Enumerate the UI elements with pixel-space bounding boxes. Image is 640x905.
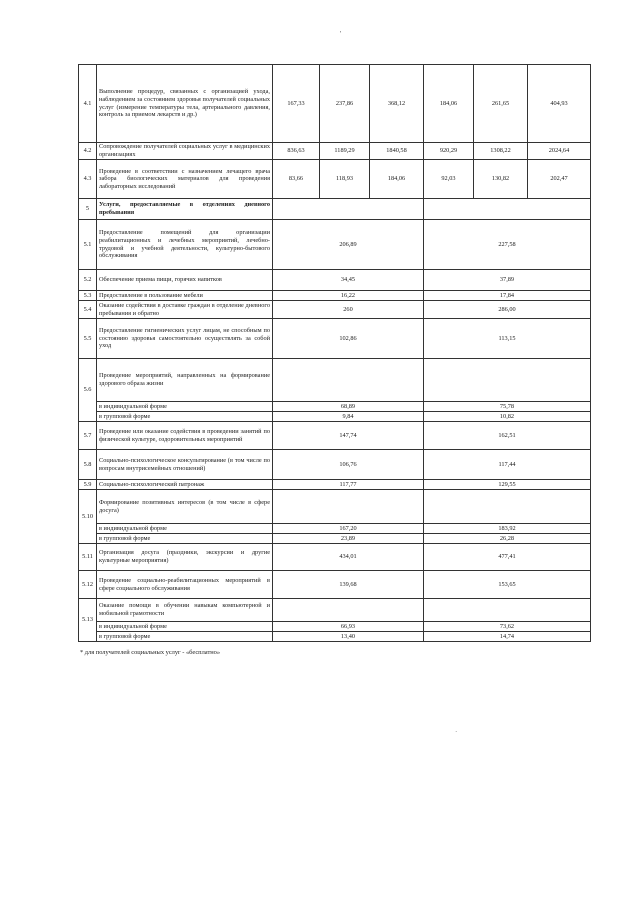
row-number: 5.13 (79, 599, 97, 642)
row-number: 5.1 (79, 220, 97, 270)
tariff-value: 17,84 (424, 291, 591, 301)
row-number: 5.4 (79, 301, 97, 319)
table-subrow (79, 524, 591, 534)
row-number: 5 (79, 199, 97, 220)
tariff-value: 153,65 (424, 571, 591, 599)
tariff-value: 113,15 (424, 319, 591, 359)
page-tick-mark: · (455, 728, 458, 736)
table-subrow (79, 632, 591, 642)
tariff-value: 1308,22 (474, 143, 528, 160)
service-description: Социально-психологическое консультирование (в том числе по вопросам внутрисемейных отношений) (97, 450, 273, 480)
row-number: 5.7 (79, 422, 97, 450)
tariff-value: 261,65 (474, 65, 528, 143)
table-row (79, 422, 591, 450)
table-subrow (79, 622, 591, 632)
table-subrow (79, 402, 591, 412)
tariff-value-empty (424, 199, 591, 220)
table-row (79, 220, 591, 270)
table-row (79, 480, 591, 490)
tariff-value: 920,29 (424, 143, 474, 160)
tariff-value: 23,89 (273, 534, 424, 544)
table-row (79, 450, 591, 480)
tariff-value-empty (273, 490, 424, 524)
table-row (79, 571, 591, 599)
tariff-value: 206,89 (273, 220, 424, 270)
service-description: Предоставление гигиенических услуг лицам, не способным по состоянию здоровья самостоятельно осуществлять за собой уход (97, 319, 273, 359)
tariff-value: 1189,29 (320, 143, 370, 160)
tariff-value: 68,89 (273, 402, 424, 412)
service-description: Формирование позитивных интересов (в том числе в сфере досуга) (97, 490, 273, 524)
tariff-value: 1840,58 (370, 143, 424, 160)
footnote: * для получателей социальных услуг - «бесплатно» (80, 649, 221, 656)
tariff-value: 117,44 (424, 450, 591, 480)
tariff-value: 73,62 (424, 622, 591, 632)
service-description: Обеспечение приема пищи, горячих напитков (97, 270, 273, 291)
subrow-label: в индивидуальной форме (97, 402, 273, 412)
tariff-value: 183,92 (424, 524, 591, 534)
table-subrow (79, 534, 591, 544)
table-row (79, 490, 591, 524)
tariff-value: 2024,64 (528, 143, 591, 160)
table-row (79, 599, 591, 622)
tariff-value: 162,51 (424, 422, 591, 450)
row-number: 5.6 (79, 359, 97, 422)
tariff-value-empty (424, 599, 591, 622)
row-number: 5.10 (79, 490, 97, 544)
tariff-value: 102,86 (273, 319, 424, 359)
table-subrow (79, 412, 591, 422)
tariff-value: 260 (273, 301, 424, 319)
service-description: Выполнение процедур, связанных с организацией ухода, наблюдением за состоянием здоровья получателей социальных услуг (измерение температуры тела, артериального давления, контроль за приемом лекарств и др.) (97, 65, 273, 143)
tariff-value: 26,28 (424, 534, 591, 544)
subrow-label: в индивидуальной форме (97, 524, 273, 534)
row-number: 5.11 (79, 544, 97, 571)
tariff-value: 34,45 (273, 270, 424, 291)
service-description: Оказание помощи в обучении навыкам компьютерной и мобильной грамотности (97, 599, 273, 622)
row-number: 4.1 (79, 65, 97, 143)
subrow-label: в индивидуальной форме (97, 622, 273, 632)
tariff-value: 10,82 (424, 412, 591, 422)
table-row (79, 160, 591, 199)
tariff-value: 16,22 (273, 291, 424, 301)
row-number: 5.9 (79, 480, 97, 490)
table-row (79, 301, 591, 319)
tariff-value: 836,63 (273, 143, 320, 160)
tariff-value: 129,55 (424, 480, 591, 490)
row-number: 5.12 (79, 571, 97, 599)
tariff-table (78, 64, 591, 642)
tariff-value: 139,68 (273, 571, 424, 599)
row-number: 4.2 (79, 143, 97, 160)
tariff-value: 434,01 (273, 544, 424, 571)
tariff-value: 202,47 (528, 160, 591, 199)
row-number: 5.2 (79, 270, 97, 291)
tariff-value-empty (424, 490, 591, 524)
subrow-label: в групповой форме (97, 412, 273, 422)
tariff-value: 404,93 (528, 65, 591, 143)
tariff-value: 83,66 (273, 160, 320, 199)
table-row (79, 359, 591, 402)
tariff-value: 368,12 (370, 65, 424, 143)
tariff-value: 167,33 (273, 65, 320, 143)
tariff-value: 14,74 (424, 632, 591, 642)
tariff-value: 477,41 (424, 544, 591, 571)
tariff-value: 227,58 (424, 220, 591, 270)
tariff-value-empty (273, 599, 424, 622)
tariff-value-empty (424, 359, 591, 402)
table-row (79, 544, 591, 571)
service-description: Проведение мероприятий, направленных на формирование здорового образа жизни (97, 359, 273, 402)
table-row (79, 199, 591, 220)
subrow-label: в групповой форме (97, 632, 273, 642)
tariff-value: 9,84 (273, 412, 424, 422)
tariff-value: 184,06 (370, 160, 424, 199)
service-description: Предоставление помещений для организации реабилитационных и лечебных мероприятий, лечебно-трудовой и учебной деятельности, культурно-бытового обслуживания (97, 220, 273, 270)
tariff-value: 106,76 (273, 450, 424, 480)
tariff-value-empty (273, 359, 424, 402)
table-row (79, 270, 591, 291)
table-row (79, 143, 591, 160)
row-number: 5.8 (79, 450, 97, 480)
section-heading: Услуги, предоставляемые в отделениях дневного пребывания (97, 199, 273, 220)
tariff-value: 184,06 (424, 65, 474, 143)
tariff-value: 13,40 (273, 632, 424, 642)
service-description: Проведение в соответствии с назначением лечащего врача забора биологических материалов для проведения лабораторных исследований (97, 160, 273, 199)
service-description: Проведение социально-реабилитационных мероприятий в сфере социального обслуживания (97, 571, 273, 599)
service-description: Сопровождение получателей социальных услуг в медицинских организациях (97, 143, 273, 160)
tariff-value: 237,86 (320, 65, 370, 143)
service-description: Проведение или оказание содействия в проведении занятий по физической культуре, оздоровительных мероприятий (97, 422, 273, 450)
row-number: 5.5 (79, 319, 97, 359)
tariff-value-empty (273, 199, 424, 220)
service-description: Предоставление в пользование мебели (97, 291, 273, 301)
tariff-value: 130,82 (474, 160, 528, 199)
tariff-value: 66,93 (273, 622, 424, 632)
service-description: Социально-психологический патронаж (97, 480, 273, 490)
service-description: Оказание содействия в доставке граждан в отделение дневного пребывания и обратно (97, 301, 273, 319)
table-row (79, 65, 591, 143)
page-mark: ' (340, 30, 342, 38)
service-description: Организация досуга (праздники, экскурсии и другие культурные мероприятия) (97, 544, 273, 571)
tariff-value: 286,00 (424, 301, 591, 319)
table-row (79, 291, 591, 301)
tariff-value: 117,77 (273, 480, 424, 490)
tariff-value: 167,20 (273, 524, 424, 534)
tariff-value: 75,78 (424, 402, 591, 412)
tariff-value: 37,89 (424, 270, 591, 291)
row-number: 4.3 (79, 160, 97, 199)
table-row (79, 319, 591, 359)
row-number: 5.3 (79, 291, 97, 301)
tariff-value: 147,74 (273, 422, 424, 450)
tariff-value: 92,03 (424, 160, 474, 199)
subrow-label: в групповой форме (97, 534, 273, 544)
tariff-value: 118,93 (320, 160, 370, 199)
